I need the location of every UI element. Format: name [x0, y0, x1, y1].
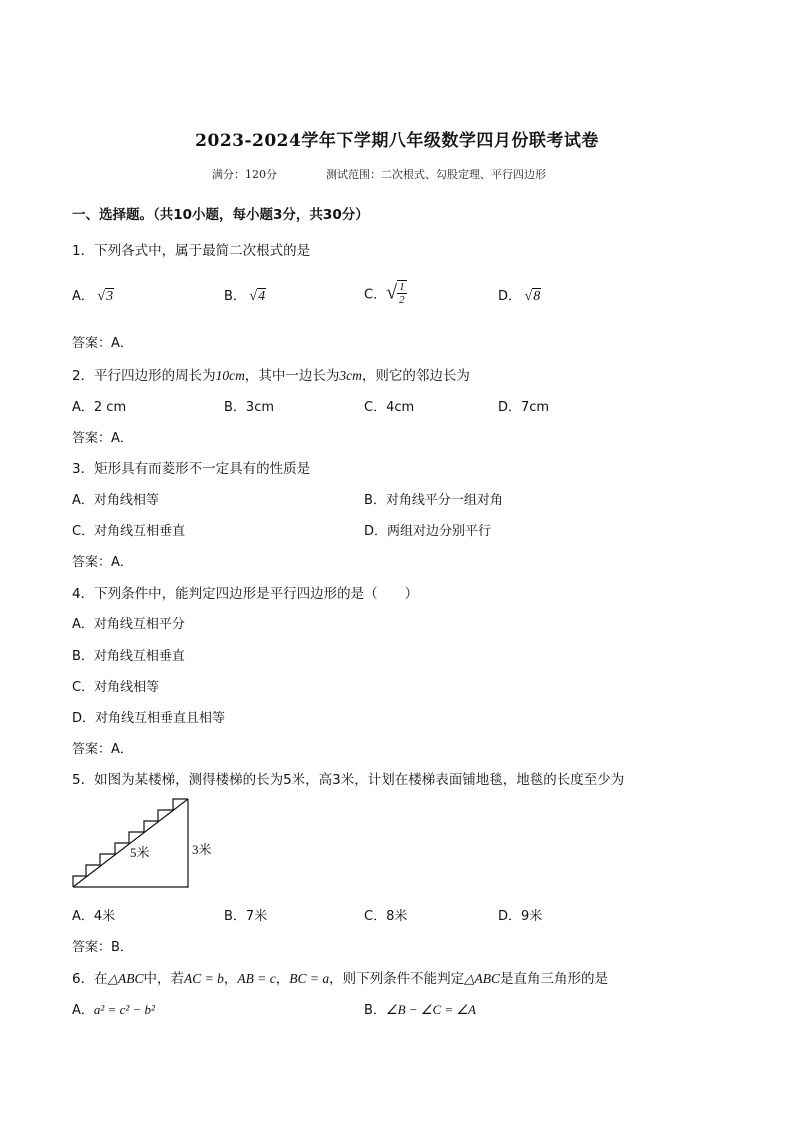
- q5-option-c: C．8米: [364, 909, 408, 924]
- exam-title: 2023-2024学年下学期八年级数学四月份联考试卷: [195, 131, 599, 151]
- q5-option-a: A．4米: [72, 909, 116, 924]
- full-score: 满分：120分: [212, 168, 277, 181]
- question-5-stem: 5．如图为某楼梯，测得楼梯的长为5米，高3米，计划在楼梯表面铺地毯，地毯的长度至少为: [72, 772, 625, 788]
- q5-option-d: D．9米: [498, 909, 543, 924]
- q4-option-c: C．对角线相等: [72, 680, 160, 695]
- test-scope: 测试范围：二次根式、勾股定理、平行四边形: [326, 168, 546, 181]
- question-6-stem: 6．在△ABC中，若AC = b，AB = c，BC = a，则下列条件不能判定△ABC是直角三角形的是: [72, 971, 608, 987]
- q4-option-b: B．对角线互相垂直: [72, 649, 185, 664]
- question-3-stem: 3．矩形具有而菱形不一定具有的性质是: [72, 461, 311, 477]
- q3-option-c: C．对角线互相垂直: [72, 524, 186, 539]
- q2-option-a: A．2 cm: [72, 400, 127, 415]
- question-4-stem: 4．下列条件中，能判定四边形是平行四边形的是（ ）: [72, 586, 419, 602]
- q3-option-a: A．对角线相等: [72, 493, 159, 508]
- q4-answer: 答案：A．: [72, 742, 133, 757]
- q3-option-b: B．对角线平分一组对角: [364, 493, 503, 508]
- q3-option-d: D．两组对边分别平行: [364, 524, 492, 539]
- q2-option-d: D．7cm: [498, 400, 550, 415]
- q4-option-d: D．对角线互相垂直且相等: [72, 711, 226, 726]
- q6-option-a: A．a² = c² − b²: [72, 1002, 155, 1018]
- q5-answer: 答案：B．: [72, 940, 133, 955]
- q1-option-d: D． √8: [498, 289, 541, 304]
- q1-answer: 答案：A．: [72, 336, 133, 351]
- height-label: 3米: [192, 842, 212, 857]
- question-1-stem: 1．下列各式中，属于最简二次根式的是: [72, 243, 311, 259]
- section-heading: 一、选择题。（共10小题，每小题3分，共30分）: [72, 207, 369, 223]
- question-2-stem: 2．平行四边形的周长为10cm，其中一边长为3cm，则它的邻边长为: [72, 368, 470, 384]
- q6-option-b: B．∠B − ∠C = ∠A: [364, 1002, 476, 1018]
- hypotenuse-label: 5米: [130, 845, 150, 860]
- q2-option-c: C．4cm: [364, 400, 415, 415]
- q1-option-b: B． √4: [224, 289, 266, 304]
- q5-option-b: B．7米: [224, 909, 268, 924]
- q3-answer: 答案：A．: [72, 555, 133, 570]
- staircase-figure: [70, 796, 220, 892]
- q1-option-a: A． √3: [72, 289, 114, 304]
- q2-option-b: B．3cm: [224, 400, 275, 415]
- q4-option-a: A．对角线互相平分: [72, 617, 185, 632]
- q2-answer: 答案：A．: [72, 431, 133, 446]
- q1-option-c: C．√ $\frac{1}{2}$: [364, 281, 405, 306]
